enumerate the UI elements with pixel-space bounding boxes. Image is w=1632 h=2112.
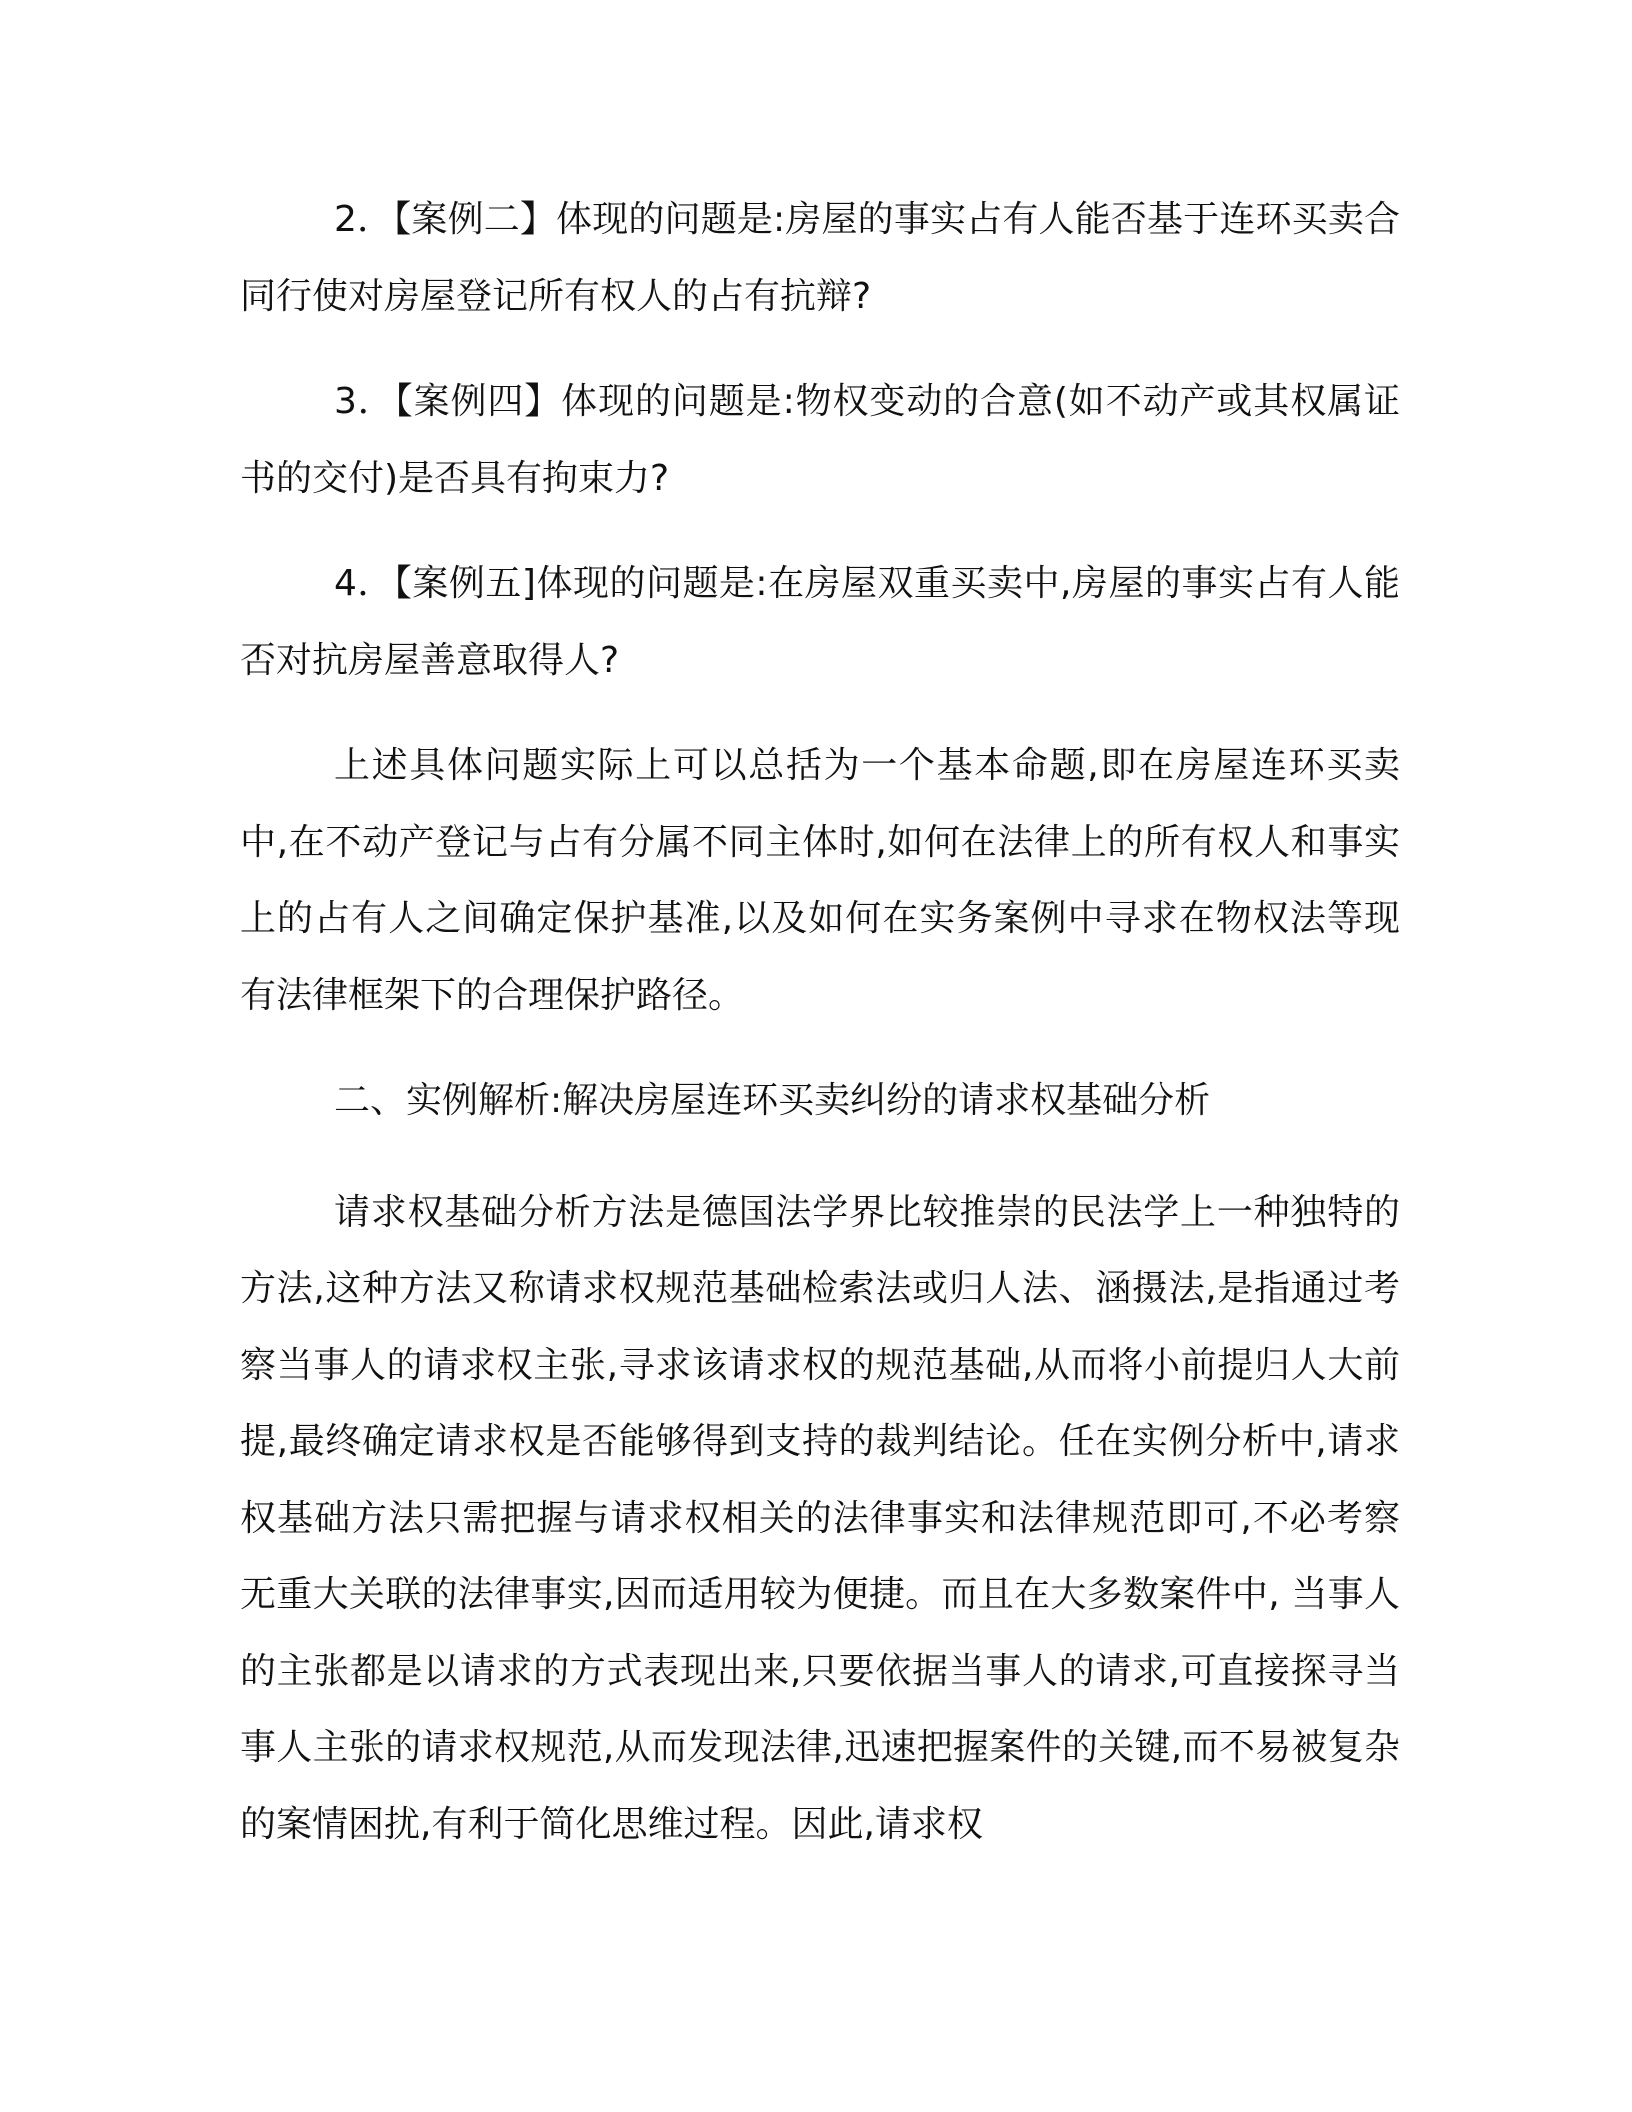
question-2-paragraph: 2．【案例二】体现的问题是:房屋的事实占有人能否基于连环买卖合同行使对房屋登记所有权人的占有抗辩? xyxy=(240,199,1400,317)
summary-paragraph: 上述具体问题实际上可以总括为一个基本命题,即在房屋连环买卖中,在不动产登记与占有分属不同主体时,如何在法律上的所有权人和事实上的占有人之间确定保护基准,以及如何在实务案例中寻求在物权法等现有法律框架下的合理保护路径。 xyxy=(240,745,1400,1016)
document-body xyxy=(240,182,1400,1892)
question-4-paragraph: 4．【案例五]体现的问题是:在房屋双重买卖中,房屋的事实占有人能否对抗房屋善意取得人? xyxy=(240,563,1400,681)
section-heading: 二、实例解析:解决房屋连环买卖纠纷的请求权基础分析 xyxy=(334,1080,1211,1121)
question-3-paragraph: 3．【案例四】体现的问题是:物权变动的合意(如不动产或其权属证书的交付)是否具有拘束力? xyxy=(240,381,1400,499)
method-paragraph: 请求权基础分析方法是德国法学界比较推崇的民法学上一种独特的方法,这种方法又称请求权规范基础检索法或归人法、涵摄法,是指通过考察当事人的请求权主张,寻求该请求权的规范基础,从而将小前提归人大前提,最终确定请求权是否能够得到支持的裁判结论。任在实例分析中,请求权基础方法只需把握与请求权相关的法律事实和法律规范即可,不必考察无重大关联的法律事实,因而适用较为便捷。而且在大多数案件中, 当事人的主张都是以请求的方式表现出来,只要依据当事人的请求,可直接探寻当事人主张的请求权规范,从而发现法律,迅速把握案件的关键,而不易被复杂的案情困扰,有利于简化思维过程。因此,请求权 xyxy=(240,1191,1400,1845)
